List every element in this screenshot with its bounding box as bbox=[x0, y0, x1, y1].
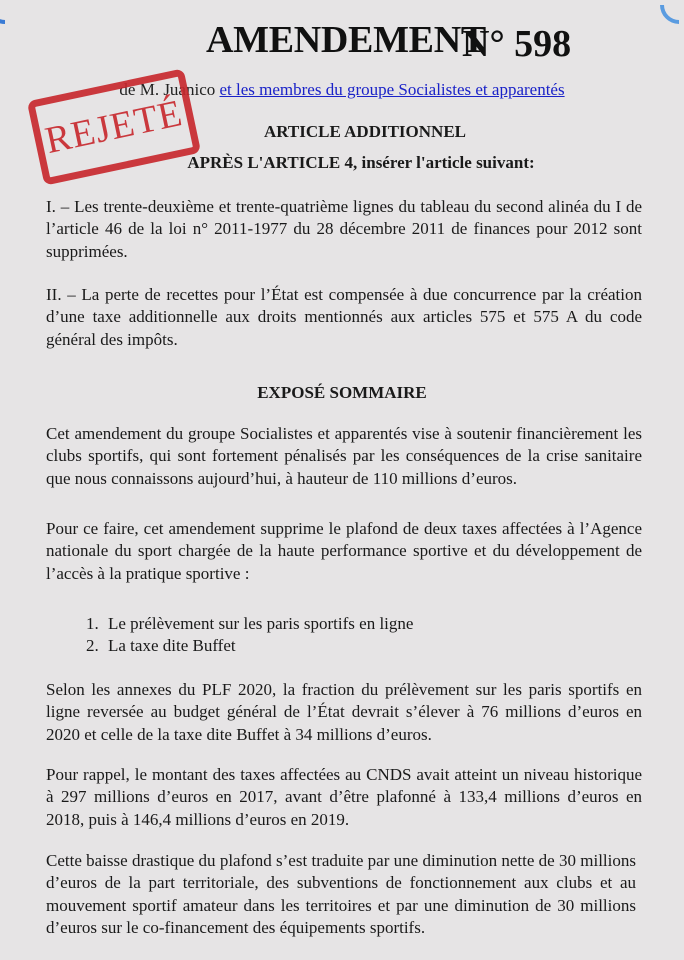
list-item-number: 2. bbox=[86, 636, 99, 656]
summary-paragraph-4 bbox=[46, 764, 642, 831]
summary-paragraph-2 bbox=[46, 518, 642, 585]
article-heading: ARTICLE ADDITIONNEL bbox=[263, 122, 467, 141]
paragraph-text: Cette baisse drastique du plafond s’est traduite par une diminution nette de 30 millions d’euros de la part territoriale, des subventions de fonctionnement aux clubs et au mouvement sportif amateur dans les territoires et par une diminution de 30 millions d’euros sur le co-financement des équipements sportifs. bbox=[46, 851, 636, 937]
title-word: AMENDEMENT bbox=[206, 19, 486, 61]
paragraph-text: Selon les annexes du PLF 2020, la fraction du prélèvement sur les paris sportifs en ligne reversée au budget général de l’État devrait s’élever à 76 millions d’euros en 2020 et celle de la taxe dite Buffet à 34 millions d’euros. bbox=[46, 680, 642, 744]
summary-paragraph-1 bbox=[46, 423, 642, 490]
article-paragraph-2 bbox=[46, 284, 642, 351]
byline-group-link[interactable]: et les membres du groupe Socialistes et apparentés bbox=[219, 80, 565, 99]
tax-list bbox=[86, 613, 413, 658]
summary-paragraph-3 bbox=[46, 679, 642, 746]
paragraph-text: Pour rappel, le montant des taxes affectées au CNDS avait atteint un niveau historique à 297 millions d’euros en 2017, avant d’être plafonné à 133,4 millions d’euros en 2018, puis à 146,4 millions d’euros en 2019. bbox=[46, 765, 642, 829]
paragraph-text: Pour ce faire, cet amendement supprime le plafond de deux taxes affectées à l’Agence nationale du sport chargée de la haute performance sportive et du développement de l’accès à la pratique sportive : bbox=[46, 519, 642, 583]
list-item-text: Le prélèvement sur les paris sportifs en ligne bbox=[108, 614, 414, 633]
title-number: N° 598 bbox=[462, 23, 572, 65]
summary-heading: EXPOSÉ SOMMAIRE bbox=[257, 383, 427, 402]
byline-author: de M. Juanico bbox=[119, 80, 216, 99]
paragraph-text: I. – Les trente-deuxième et trente-quatrième lignes du tableau du second alinéa du I de l’article 46 de la loi n° 2011-1977 du 28 décembre 2011 de finances pour 2012 sont supprimées. bbox=[46, 197, 642, 261]
stamp-text: REJETÉ bbox=[41, 92, 187, 162]
paragraph-text: Cet amendement du groupe Socialistes et apparentés vise à soutenir financièrement les clubs sportifs, qui sont fortement pénalisés par les conséquences de la crise sanitaire que nous connaissons aujourd’hui, à hauteur de 110 millions d’euros. bbox=[46, 424, 642, 488]
list-item bbox=[86, 613, 413, 635]
list-item-number: 1. bbox=[86, 614, 99, 633]
paragraph-text: II. – La perte de recettes pour l’État est compensée à due concurrence par la création d’une taxe additionnelle aux droits mentionnés aux articles 575 et 575 A du code général des impôts. bbox=[46, 285, 642, 349]
list-item-text: La taxe dite Buffet bbox=[108, 636, 236, 656]
summary-paragraph-5 bbox=[46, 850, 636, 939]
article-instruction: APRÈS L'ARTICLE 4, insérer l'article suivant: bbox=[187, 153, 535, 172]
page-title bbox=[0, 18, 684, 66]
article-paragraph-1 bbox=[46, 196, 642, 263]
list-item bbox=[86, 635, 413, 657]
